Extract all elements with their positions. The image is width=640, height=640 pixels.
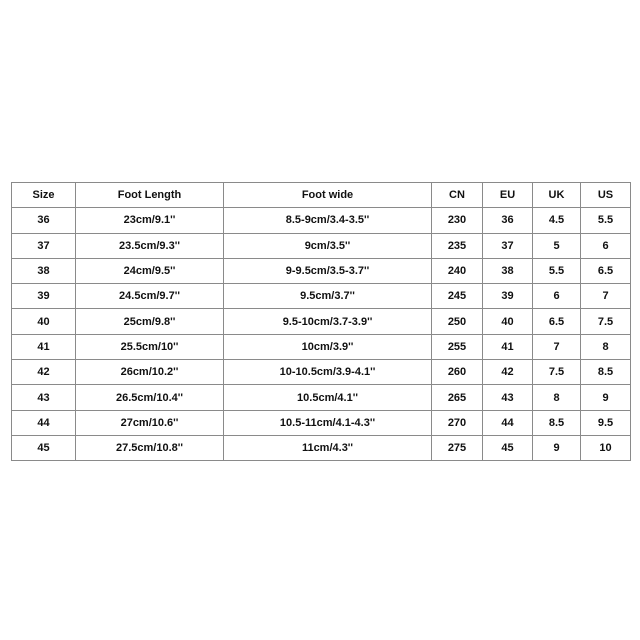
cell-eu: 44 xyxy=(483,410,533,435)
cell-cn: 240 xyxy=(432,258,483,283)
cell-foot-wide: 9.5cm/3.7'' xyxy=(224,284,432,309)
cell-cn: 265 xyxy=(432,385,483,410)
cell-us: 8 xyxy=(581,334,631,359)
cell-foot-wide: 10.5-11cm/4.1-4.3'' xyxy=(224,410,432,435)
cell-foot-length: 26.5cm/10.4'' xyxy=(76,385,224,410)
cell-uk: 7 xyxy=(533,334,581,359)
cell-uk: 8.5 xyxy=(533,410,581,435)
cell-uk: 5 xyxy=(533,233,581,258)
cell-uk: 6 xyxy=(533,284,581,309)
cell-cn: 245 xyxy=(432,284,483,309)
table-row xyxy=(12,208,631,233)
cell-foot-wide: 8.5-9cm/3.4-3.5'' xyxy=(224,208,432,233)
cell-foot-length: 26cm/10.2'' xyxy=(76,360,224,385)
cell-eu: 38 xyxy=(483,258,533,283)
cell-cn: 230 xyxy=(432,208,483,233)
header-size: Size xyxy=(12,183,76,208)
cell-cn: 235 xyxy=(432,233,483,258)
cell-eu: 45 xyxy=(483,435,533,460)
cell-uk: 4.5 xyxy=(533,208,581,233)
header-cn: CN xyxy=(432,183,483,208)
cell-eu: 37 xyxy=(483,233,533,258)
cell-cn: 275 xyxy=(432,435,483,460)
header-foot-length: Foot Length xyxy=(76,183,224,208)
cell-eu: 40 xyxy=(483,309,533,334)
cell-uk: 5.5 xyxy=(533,258,581,283)
cell-us: 6 xyxy=(581,233,631,258)
cell-us: 10 xyxy=(581,435,631,460)
cell-size: 44 xyxy=(12,410,76,435)
cell-foot-wide: 11cm/4.3'' xyxy=(224,435,432,460)
cell-us: 9.5 xyxy=(581,410,631,435)
cell-foot-length: 25cm/9.8'' xyxy=(76,309,224,334)
cell-cn: 250 xyxy=(432,309,483,334)
cell-eu: 36 xyxy=(483,208,533,233)
cell-uk: 7.5 xyxy=(533,360,581,385)
cell-foot-length: 27.5cm/10.8'' xyxy=(76,435,224,460)
cell-uk: 9 xyxy=(533,435,581,460)
cell-eu: 39 xyxy=(483,284,533,309)
header-uk: UK xyxy=(533,183,581,208)
cell-foot-length: 23.5cm/9.3'' xyxy=(76,233,224,258)
cell-size: 40 xyxy=(12,309,76,334)
table-row xyxy=(12,360,631,385)
cell-foot-length: 25.5cm/10'' xyxy=(76,334,224,359)
cell-foot-wide: 10.5cm/4.1'' xyxy=(224,385,432,410)
cell-eu: 41 xyxy=(483,334,533,359)
cell-cn: 270 xyxy=(432,410,483,435)
cell-foot-wide: 9-9.5cm/3.5-3.7'' xyxy=(224,258,432,283)
cell-size: 36 xyxy=(12,208,76,233)
table-row xyxy=(12,385,631,410)
cell-foot-wide: 10cm/3.9'' xyxy=(224,334,432,359)
table-row xyxy=(12,334,631,359)
cell-eu: 42 xyxy=(483,360,533,385)
cell-cn: 260 xyxy=(432,360,483,385)
table-row xyxy=(12,258,631,283)
cell-us: 7.5 xyxy=(581,309,631,334)
cell-size: 45 xyxy=(12,435,76,460)
cell-foot-length: 23cm/9.1'' xyxy=(76,208,224,233)
cell-foot-wide: 9.5-10cm/3.7-3.9'' xyxy=(224,309,432,334)
cell-foot-wide: 10-10.5cm/3.9-4.1'' xyxy=(224,360,432,385)
table-row xyxy=(12,309,631,334)
header-eu: EU xyxy=(483,183,533,208)
cell-uk: 8 xyxy=(533,385,581,410)
table-row xyxy=(12,435,631,460)
table-row xyxy=(12,284,631,309)
cell-eu: 43 xyxy=(483,385,533,410)
cell-size: 43 xyxy=(12,385,76,410)
cell-uk: 6.5 xyxy=(533,309,581,334)
cell-us: 5.5 xyxy=(581,208,631,233)
cell-foot-length: 24.5cm/9.7'' xyxy=(76,284,224,309)
size-chart-table xyxy=(11,182,631,461)
cell-foot-length: 24cm/9.5'' xyxy=(76,258,224,283)
cell-foot-length: 27cm/10.6'' xyxy=(76,410,224,435)
header-foot-wide: Foot wide xyxy=(224,183,432,208)
cell-size: 37 xyxy=(12,233,76,258)
cell-size: 42 xyxy=(12,360,76,385)
header-us: US xyxy=(581,183,631,208)
cell-us: 9 xyxy=(581,385,631,410)
table-row xyxy=(12,410,631,435)
cell-size: 38 xyxy=(12,258,76,283)
table-header-row xyxy=(12,183,631,208)
cell-cn: 255 xyxy=(432,334,483,359)
cell-foot-wide: 9cm/3.5'' xyxy=(224,233,432,258)
cell-us: 7 xyxy=(581,284,631,309)
cell-us: 8.5 xyxy=(581,360,631,385)
cell-size: 39 xyxy=(12,284,76,309)
cell-us: 6.5 xyxy=(581,258,631,283)
cell-size: 41 xyxy=(12,334,76,359)
table-row xyxy=(12,233,631,258)
